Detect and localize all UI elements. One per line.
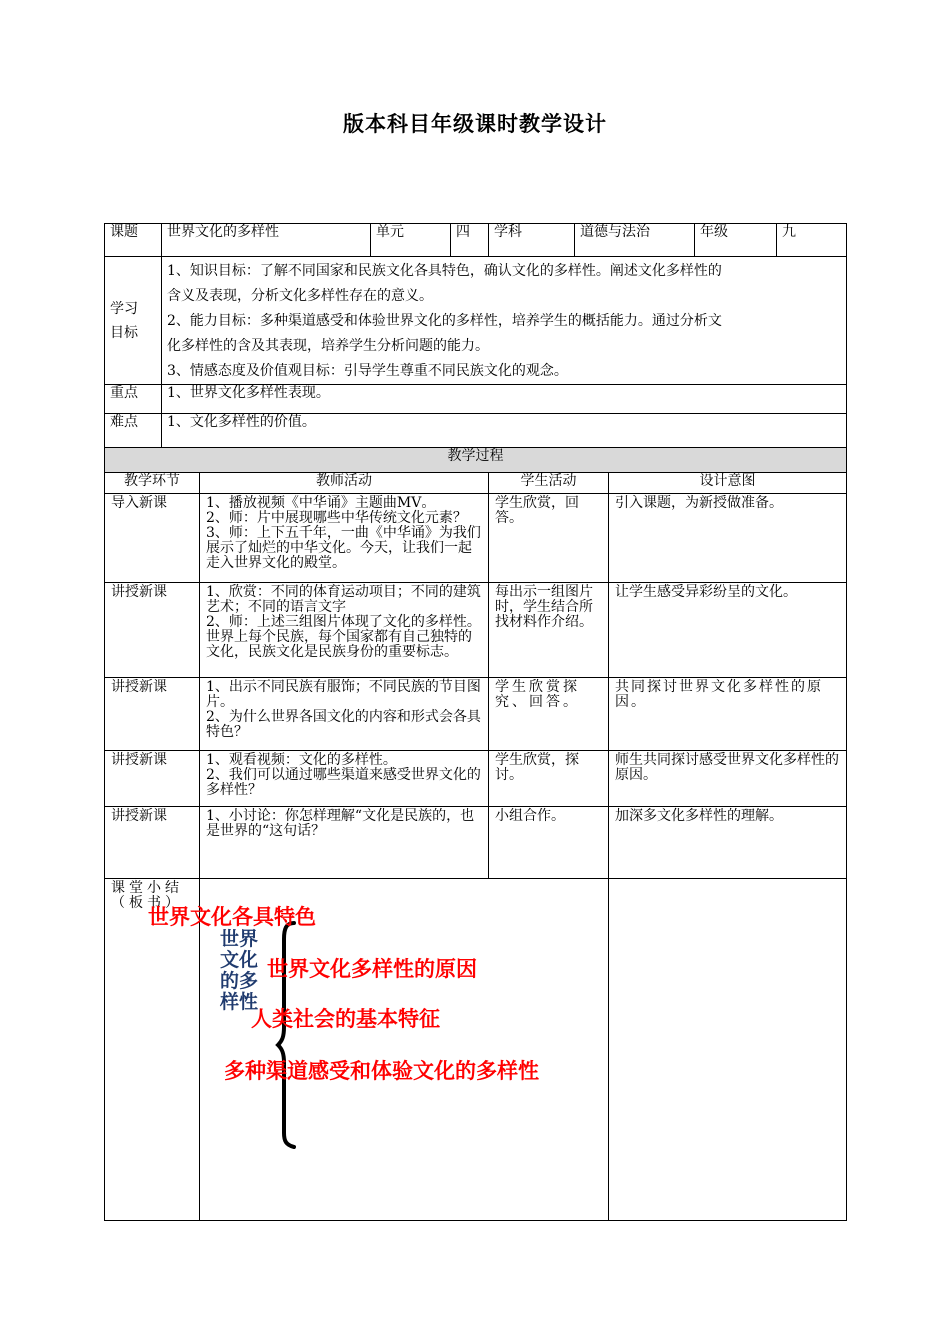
board-item: 世界文化各具特色 [148, 905, 316, 929]
board-item: 世界文化多样性的原因 [267, 957, 477, 981]
summary-row [105, 879, 847, 1221]
student-cell: 小组合作。 [489, 807, 609, 879]
teacher-cell: 1、出示不同民族有服饰；不同民族的节目图片。 2、为什么世界各国文化的内容和形式会各具特色？ [200, 678, 489, 751]
col-teacher: 教师活动 [200, 473, 489, 494]
unit-label: 单元 [371, 224, 451, 257]
goals-row [105, 257, 847, 385]
page-title: 版本科目年级课时教学设计 [343, 112, 607, 136]
teacher-cell: 1、观看视频：文化的多样性。 2、我们可以通过哪些渠道来感受世界文化的多样性？ [200, 751, 489, 807]
process-heading: 教学过程 [105, 448, 847, 473]
intent-cell: 引入课题，为新授做准备。 [609, 494, 847, 583]
topic-label: 课题 [105, 224, 162, 257]
col-intent: 设计意图 [609, 473, 847, 494]
difficulty-row [105, 414, 847, 448]
stage-cell: 讲授新课 [105, 583, 200, 678]
board-item: 多种渠道感受和体验文化的多样性 [224, 1059, 539, 1083]
summary-empty-cell [609, 879, 847, 1221]
key-point-label: 重点 [105, 385, 162, 414]
stage-cell: 讲授新课 [105, 807, 200, 879]
student-cell: 每出示一组图片时，学生结合所找材料作介绍。 [489, 583, 609, 678]
grade-label: 年级 [695, 224, 777, 257]
info-row [105, 224, 847, 257]
intent-cell: 师生共同探讨感受世界文化多样性的原因。 [609, 751, 847, 807]
process-row [105, 807, 847, 879]
unit-value: 四 [451, 224, 489, 257]
summary-label: 课堂小结（板书） [105, 879, 200, 1221]
topic-value: 世界文化的多样性 [162, 224, 371, 257]
col-student: 学生活动 [489, 473, 609, 494]
difficulty-label: 难点 [105, 414, 162, 448]
board-center: 世界文化的多样性 [220, 928, 259, 1013]
teacher-cell: 1、小讨论：你怎样理解“文化是民族的，也是世界的“这句话？ [200, 807, 489, 879]
intent-cell: 加深多文化多样性的理解。 [609, 807, 847, 879]
col-stage: 教学环节 [105, 473, 200, 494]
process-row [105, 751, 847, 807]
process-row [105, 583, 847, 678]
student-cell: 学生欣赏探究、回答。 [489, 678, 609, 751]
teacher-cell: 1、播放视频《中华诵》主题曲MV。 2、师：片中展现哪些中华传统文化元素？ 3、师：上下五千年，一曲《中华诵》为我们展示了灿烂的中华文化。今天，让我们一起走入世界文化的殿堂。 [200, 494, 489, 583]
blackboard-cell [148, 879, 609, 1221]
student-cell: 学生欣赏，探讨。 [489, 751, 609, 807]
student-cell: 学生欣赏，回答。 [489, 494, 609, 583]
process-header-row [105, 473, 847, 494]
blackboard [148, 879, 608, 1219]
process-row [105, 494, 847, 583]
intent-cell: 让学生感受异彩纷呈的文化。 [609, 583, 847, 678]
goals-label: 学习 目标 [105, 257, 162, 385]
difficulty-text: 1、文化多样性的价值。 [162, 414, 847, 448]
stage-cell: 讲授新课 [105, 751, 200, 807]
key-point-row [105, 385, 847, 414]
process-row [105, 678, 847, 751]
key-point-text: 1、世界文化多样性表现。 [162, 385, 847, 414]
intent-cell: 共同探讨世界文化多样性的原因。 [609, 678, 847, 751]
goals-text: 1、知识目标：了解不同国家和民族文化各具特色，确认文化的多样性。阐述文化多样性的 含义及表现，分析文化多样性存在的意义。 2、能力目标：多种渠道感受和体验世界文化的多样性，培养学生的概括能力。通过分析文 化多样性的含及其表现，培养学生分析问题的能力。 3、情感态度及价值观目标：引导学生尊重不同民族文化的观念。 [162, 257, 847, 385]
subject-label: 学科 [489, 224, 575, 257]
lesson-plan-table [104, 223, 847, 1221]
grade-value: 九 [777, 224, 847, 257]
stage-cell: 导入新课 [105, 494, 200, 583]
board-item: 人类社会的基本特征 [251, 1007, 440, 1031]
process-heading-row [105, 448, 847, 473]
subject-value: 道德与法治 [575, 224, 695, 257]
stage-cell: 讲授新课 [105, 678, 200, 751]
teacher-cell: 1、欣赏：不同的体育运动项目；不同的建筑艺术；不同的语言文字 2、师：上述三组图片体现了文化的多样性。世界上每个民族，每个国家都有自己独特的文化，民族文化是民族身份的重要标志。 [200, 583, 489, 678]
